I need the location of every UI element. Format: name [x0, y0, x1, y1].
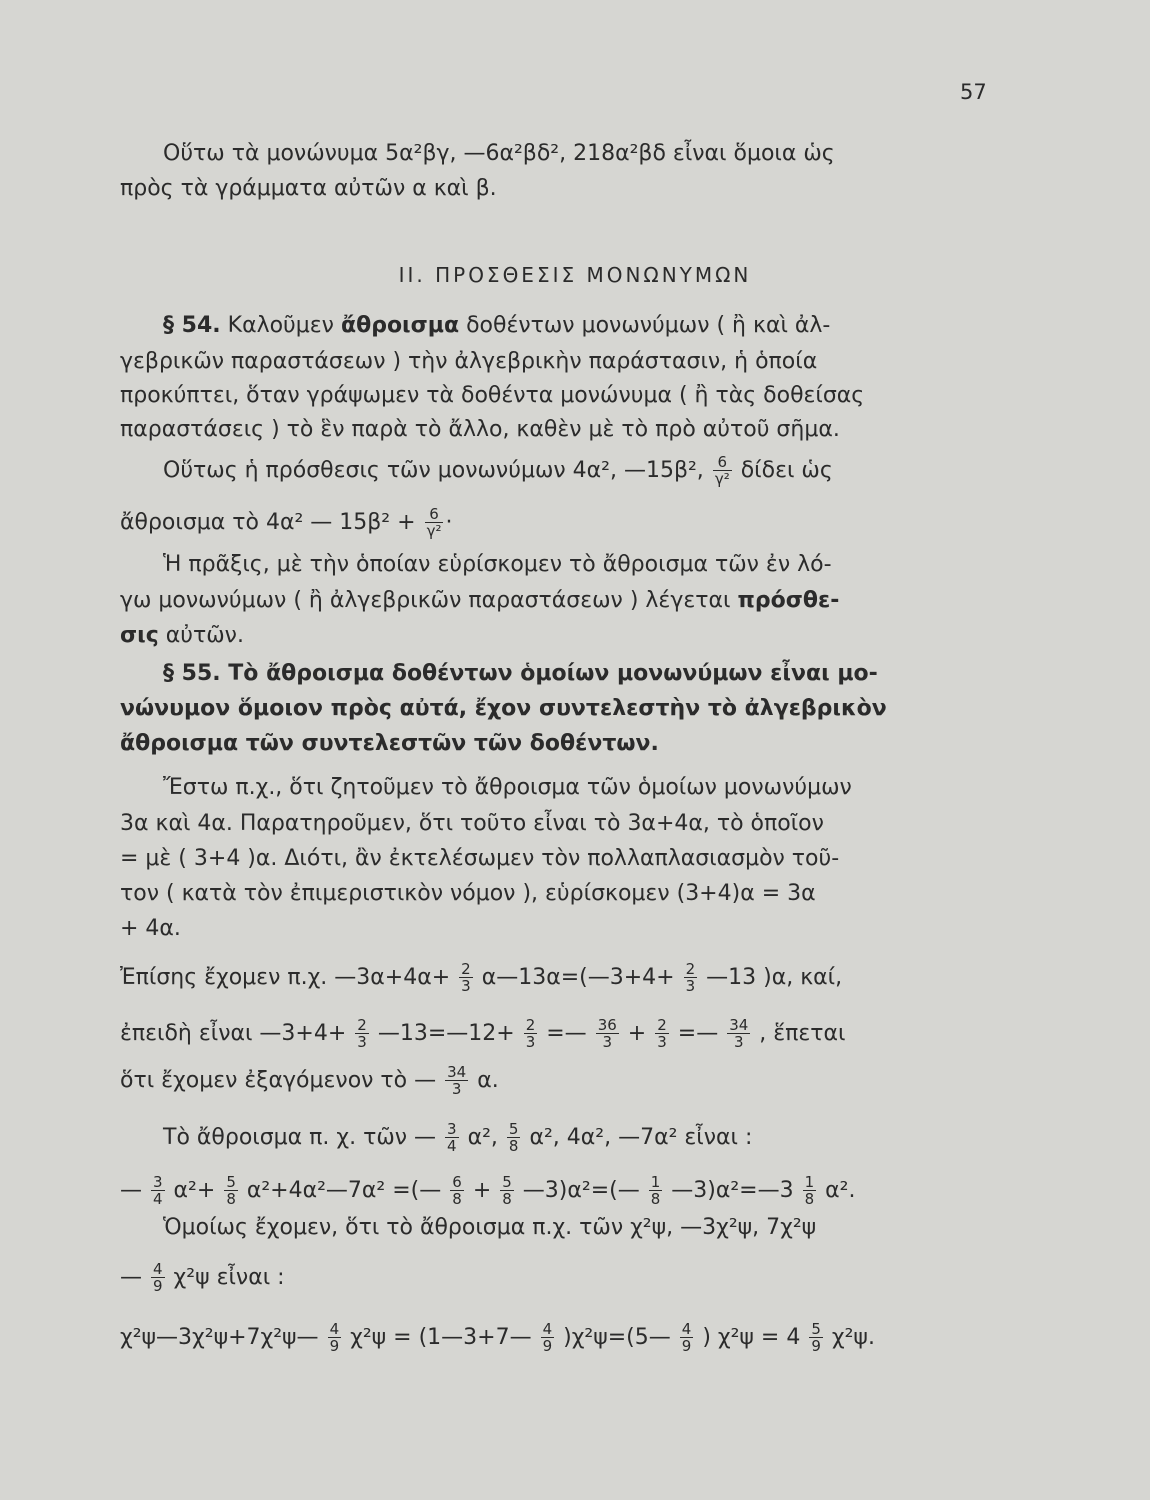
ex3-l2e: —3)α²=(—: [522, 1178, 640, 1203]
s54-l8b: πρόσθε-: [737, 588, 840, 613]
frac-num: 4: [542, 1320, 553, 1338]
frac-den: 8: [226, 1190, 236, 1208]
fraction-2-3: [684, 962, 698, 994]
frac-den: 4: [447, 1137, 457, 1155]
fraction-2-3: [524, 1018, 538, 1050]
frac-den: 3: [357, 1033, 367, 1051]
frac-num: 6: [717, 453, 728, 471]
frac-den: 8: [508, 1137, 519, 1155]
ex4-l3e: χ²ψ.: [831, 1325, 875, 1350]
s54-l8: γω μονωνύμων ( ἢ ἀλγεβρικῶν παραστάσεων ) λέγεται: [120, 588, 731, 613]
frac-den: 9: [153, 1277, 163, 1295]
page-number: 57: [960, 80, 987, 104]
fraction-4-9: [151, 1262, 165, 1294]
s55-line-1: § 55. Τὸ ἄθροισμα δοθέντων ὁμοίων μονωνύμων εἶναι μο-: [163, 661, 878, 686]
ex4-l2b: χ²ψ εἶναι :: [173, 1265, 285, 1290]
ex2-l1a: Ἐπίσης ἔχομεν π.χ. —3α+4α+: [120, 965, 451, 990]
fraction-4-9: [541, 1322, 555, 1354]
frac-den: γ²: [714, 470, 730, 488]
frac-den: 3: [445, 1080, 468, 1097]
ex3-l2a: —: [120, 1178, 142, 1203]
ex2-line-1: [120, 962, 842, 994]
s54-term: ἄθροισμα: [340, 313, 460, 338]
frac-num: 5: [811, 1320, 821, 1338]
frac-num: 2: [657, 1016, 667, 1034]
frac-den: 9: [811, 1337, 821, 1355]
s54-l5a: Οὕτως ἡ πρόσθεσις τῶν μονωνύμων 4α², —15β²,: [163, 458, 704, 483]
ex3-l1a: Τὸ ἄθροισμα π. χ. τῶν —: [163, 1125, 437, 1150]
ex2-l1b: α—13α=(—3+4+: [481, 965, 675, 990]
frac-den: 3: [461, 977, 471, 995]
frac-num: 3: [153, 1173, 163, 1191]
fraction-3-4: [445, 1122, 459, 1154]
fraction-2-3: [355, 1018, 369, 1050]
s54-mark: § 54.: [163, 313, 221, 338]
fraction-5-8: [224, 1175, 238, 1207]
fraction-1-8: [803, 1175, 817, 1207]
frac-num: 2: [357, 1016, 367, 1034]
frac-num: 34: [729, 1016, 749, 1034]
fraction-6-over-g2-b: [425, 507, 444, 539]
ex3-l2g: α².: [825, 1178, 856, 1203]
ex2-l2e: =—: [677, 1021, 719, 1046]
s55-line-2: νώνυμον ὅμοιον πρὸς αὐτά, ἔχον συντελεστὴν τὸ ἀλγεβρικὸν: [120, 696, 887, 721]
fraction-3-4: [151, 1175, 165, 1207]
ex2-l2f: , ἕπεται: [759, 1021, 846, 1046]
fraction-2-3: [459, 962, 473, 994]
fraction-34-3: [445, 1065, 468, 1097]
ex2-line-3: [120, 1065, 499, 1097]
s54-line-9: [120, 625, 244, 647]
frac-num: 4: [681, 1320, 692, 1338]
frac-num: 6: [452, 1173, 462, 1191]
ex2-l2b: —13=—12+: [377, 1021, 515, 1046]
frac-den: 8: [804, 1190, 815, 1208]
ex4-l3d: ) χ²ψ = 4: [702, 1325, 801, 1350]
ex1-line-2: 3α καὶ 4α. Παρατηροῦμεν, ὅτι τοῦτο εἶναι τὸ 3α+4α, τὸ ὁποῖον: [120, 811, 824, 836]
ex2-l1c: —13 )α, καί,: [706, 965, 843, 990]
ex3-l2f: —3)α²=—3: [671, 1178, 794, 1203]
s54-l1c: δοθέντων μονωνύμων ( ἢ καὶ ἀλ-: [466, 313, 831, 338]
frac-den: 3: [657, 1033, 667, 1051]
s55-line-3: ἄθροισμα τῶν συντελεστῶν τῶν δοθέντων.: [120, 731, 659, 756]
frac-den: 9: [329, 1337, 340, 1355]
ex4-l3b: χ²ψ = (1—3+7—: [350, 1325, 532, 1350]
s54-line-7: Ἡ πρᾶξις, μὲ τὴν ὁποίαν εὑρίσκομεν τὸ ἄθροισμα τῶν ἐν λό-: [163, 552, 832, 577]
ex3-l1c: α², 4α², —7α² εἶναι :: [529, 1125, 753, 1150]
s54-l6a: ἄθροισμα τὸ 4α² — 15β² +: [120, 510, 416, 535]
s54-line-6: ἄθροισμα τὸ 4α² — 15β² + $\frac{6}{\text{γ²}}$ ·: [120, 505, 453, 540]
s54-line-4: παραστάσεις ) τὸ ἓν παρὰ τὸ ἄλλο, καθὲν μὲ τὸ πρὸ αὐτοῦ σῆμα.: [120, 417, 840, 442]
fraction-36-3: [596, 1018, 619, 1050]
frac-num: 2: [525, 1016, 536, 1034]
s54-line-1: [163, 315, 830, 337]
s54-l5b: δίδει ὡς: [740, 458, 833, 483]
fraction-6-8: [450, 1175, 464, 1207]
intro-line-2: πρὸς τὰ γράμματα αὐτῶν α καὶ β.: [120, 176, 497, 201]
frac-num: 5: [226, 1173, 236, 1191]
frac-den: 3: [596, 1033, 619, 1050]
frac-den: 3: [525, 1033, 536, 1051]
fraction-2-3: [655, 1018, 669, 1050]
ex2-l2a: ἐπειδὴ εἶναι —3+4+: [120, 1021, 347, 1046]
ex1-line-1: Ἔστω π.χ., ὅτι ζητοῦμεν τὸ ἄθροισμα τῶν ὁμοίων μονωνύμων: [163, 775, 852, 800]
ex3-line-1: [163, 1122, 752, 1154]
ex3-l1b: α²,: [467, 1125, 498, 1150]
frac-den: 4: [153, 1190, 163, 1208]
ex3-l2c: α²+4α²—7α² =(—: [246, 1178, 442, 1203]
frac-den: γ²: [426, 522, 442, 540]
ex1-line-5: + 4α.: [120, 916, 181, 941]
frac-den: 8: [452, 1190, 462, 1208]
fraction-5-9: [809, 1322, 823, 1354]
frac-num: 5: [508, 1120, 519, 1138]
fraction-34-3: [727, 1018, 750, 1050]
frac-den: 8: [650, 1190, 661, 1208]
ex4-line-2: [120, 1262, 285, 1294]
frac-num: 36: [597, 1016, 617, 1034]
intro-line-1: Οὕτω τὰ μονώνυμα 5α²βγ, —6α²βδ², 218α²βδ εἶναι ὅμοια ὡς: [163, 141, 835, 166]
s54-line-5: [163, 455, 833, 487]
frac-num: 6: [429, 505, 439, 523]
s54-l1a: Καλοῦμεν: [227, 313, 334, 338]
s54-line-8: [120, 590, 839, 612]
ex2-l2d: +: [627, 1021, 647, 1046]
fraction-4-9: [680, 1322, 694, 1354]
ex4-l3c: )χ²ψ=(5—: [563, 1325, 671, 1350]
fraction-6-over-g2: [713, 455, 732, 487]
s54-line-2: γεβρικῶν παραστάσεων ) τὴν ἀλγεβρικὴν παράστασιν, ἡ ὁποία: [120, 349, 818, 374]
frac-num: 2: [685, 960, 696, 978]
frac-num: 5: [502, 1173, 512, 1191]
frac-den: 9: [542, 1337, 553, 1355]
frac-num: 2: [461, 960, 471, 978]
frac-num: 4: [153, 1260, 163, 1278]
frac-den: 3: [685, 977, 696, 995]
s54-line-3: προκύπτει, ὅταν γράψωμεν τὰ δοθέντα μονώνυμα ( ἢ τὰς δοθείσας: [120, 383, 865, 408]
section-heading: ΙΙ. ΠΡΟΣΘΕΣΙΣ ΜΟΝΩΝΥΜΩΝ: [398, 263, 752, 287]
fraction-4-9: [328, 1322, 342, 1354]
ex4-line-3: [120, 1322, 875, 1354]
fraction-1-8: [649, 1175, 663, 1207]
ex3-l2b: α²+: [173, 1178, 216, 1203]
ex1-line-3: = μὲ ( 3+4 )α. Διότι, ἂν ἐκτελέσωμεν τὸν πολλαπλασιασμὸν τοῦ-: [120, 846, 840, 871]
fraction-5-8: [507, 1122, 521, 1154]
frac-den: 3: [727, 1033, 750, 1050]
ex3-line-2: [120, 1175, 855, 1207]
ex2-l3b: α.: [477, 1068, 499, 1093]
ex1-line-4: τον ( κατὰ τὸν ἐπιμεριστικὸν νόμον ), εὑρίσκομεν (3+4)α = 3α: [120, 881, 816, 906]
fraction-5-8: [500, 1175, 514, 1207]
frac-den: 8: [502, 1190, 512, 1208]
frac-num: 1: [650, 1173, 661, 1191]
ex2-l2c: =—: [546, 1021, 587, 1046]
s54-l9a: σις: [120, 623, 159, 648]
s54-l9b: αὐτῶν.: [165, 623, 244, 648]
frac-num: 1: [804, 1173, 815, 1191]
frac-den: 9: [681, 1337, 692, 1355]
frac-num: 34: [447, 1063, 467, 1081]
ex4-line-1: Ὁμοίως ἔχομεν, ὅτι τὸ ἄθροισμα π.χ. τῶν χ²ψ, —3χ²ψ, 7χ²ψ: [163, 1215, 817, 1240]
ex4-l3a: χ²ψ—3χ²ψ+7χ²ψ—: [120, 1325, 319, 1350]
ex2-line-2: [120, 1018, 846, 1050]
frac-num: 4: [329, 1320, 340, 1338]
frac-num: 3: [447, 1120, 457, 1138]
ex3-l2d: +: [472, 1178, 492, 1203]
ex2-l3a: ὅτι ἔχομεν ἐξαγόμενον τὸ —: [120, 1068, 437, 1093]
ex4-l2a: —: [120, 1265, 142, 1290]
